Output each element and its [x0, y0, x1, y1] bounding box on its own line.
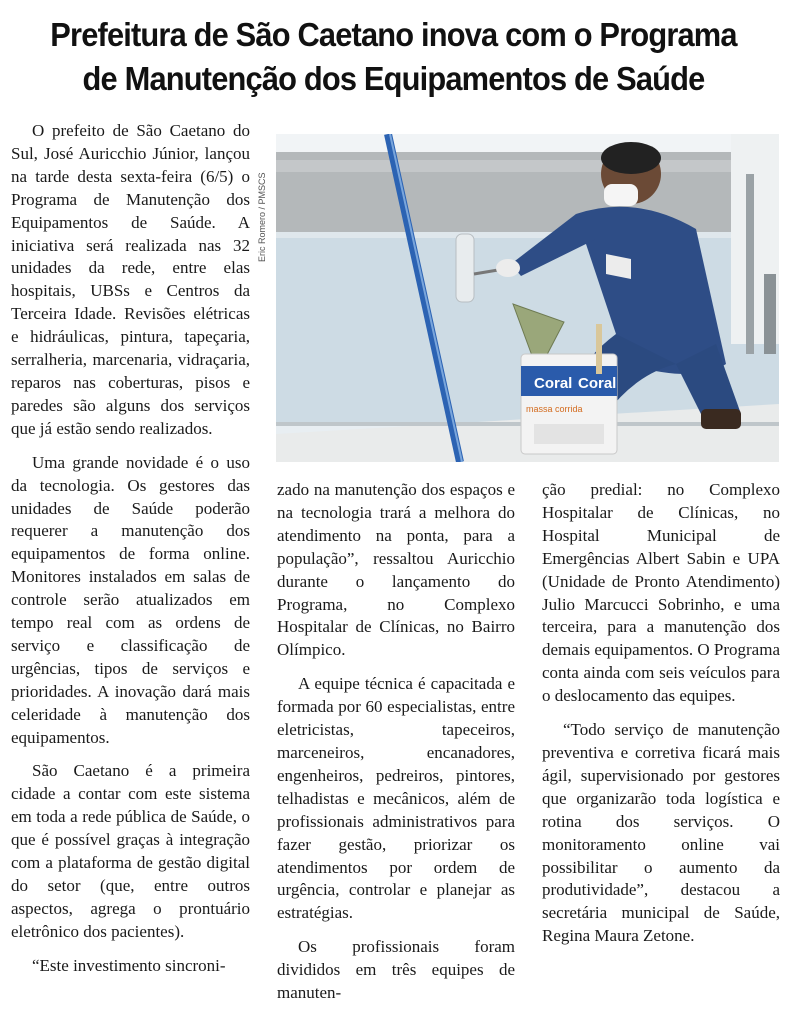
- article-column-1: [11, 120, 250, 989]
- headline-line-1: Prefeitura de São Caetano inova com o Programa: [50, 17, 737, 54]
- paragraph: “Este investimento sincroni-: [32, 955, 226, 975]
- paint-can-brand-2: Coral: [578, 375, 617, 392]
- headline-line-2: de Manutenção dos Equipamentos de Saúde: [82, 61, 705, 98]
- headline: [31, 14, 755, 102]
- photo-credit-text: Eric Romero / PMSCS: [257, 172, 267, 262]
- paint-can-product: massa corrida: [526, 404, 583, 414]
- paragraph: zado na manutenção dos espaços e na tecnologia trará a melhora do atendimento na ponta, para a população”, ressaltou Auricchio durante o lançamento do Programa, no Complexo Hospitalar de Clínicas, no Bairro Olímpico.: [277, 480, 515, 660]
- article-column-2: [277, 479, 515, 1016]
- paint-can-brand-1: Coral: [534, 375, 573, 392]
- photo-credit: [253, 134, 273, 264]
- article-column-3: [542, 479, 780, 959]
- paragraph: O prefeito de São Caetano do Sul, José Auricchio Júnior, lançou na tarde desta sexta-feira (6/5) o Programa de Manutenção dos Equipamentos de Saúde. A iniciativa será realizada nas 32 unidades da rede, entre elas hospitais, UBSs e Centros da Terceira Idade. Revisões elétricas e hidráulicas, pintura, tapeçaria, serralheria, marcenaria, vidraçaria, reparos nas coberturas, pisos e paredes são alguns dos serviços que já estão sendo realizados.: [11, 121, 250, 438]
- photo-illustration: [276, 134, 779, 462]
- paragraph: Uma grande novidade é o uso da tecnologia. Os gestores das unidades de Saúde poderão requerer a manutenção dos equipamentos de forma online. Monitores instalados em salas de controle serão atualizados em tempo real com as ordens de serviço e classificação de urgências, tipos de serviços e prioridades. A inovação dará mais celeridade à manutenção dos equipamentos.: [11, 452, 250, 747]
- article-photo: [276, 134, 779, 462]
- paragraph: “Todo serviço de manutenção preventiva e corretiva ficará mais ágil, supervisionado por gestores que organizarão toda logística e rotina dos serviços. O monitoramento online vai possibilitar o aumento da produtividade”, destacou a secretária municipal de Saúde, Regina Maura Zetone.: [542, 720, 780, 946]
- paragraph: ção predial: no Complexo Hospitalar de Clínicas, no Hospital Municipal de Emergências Albert Sabin e UPA (Unidade de Pronto Atendimento) Julio Marcucci Sobrinho, e uma terceira, para a manutenção dos demais equipamentos. O Programa conta ainda com seis veículos para o deslocamento das equipes.: [542, 480, 780, 706]
- paragraph: A equipe técnica é capacitada e formada por 60 especialistas, entre eletricistas, tapeceiros, marceneiros, encanadores, engenheiros, pedreiros, pintores, telhadistas e mecânicos, além de profissionais administrativos para fazer gestão, priorizar os atendimentos por ordem de urgência, controlar e planejar as estratégias.: [277, 674, 515, 923]
- paragraph: Os profissionais foram divididos em três equipes de manuten-: [277, 937, 515, 1003]
- paragraph: São Caetano é a primeira cidade a contar com este sistema em toda a rede pública de Saúde, o que é possível graças à integração com a plataforma de gestão digital do setor (que, entre outros aspectos, agrega o prontuário eletrônico dos pacientes).: [11, 761, 250, 941]
